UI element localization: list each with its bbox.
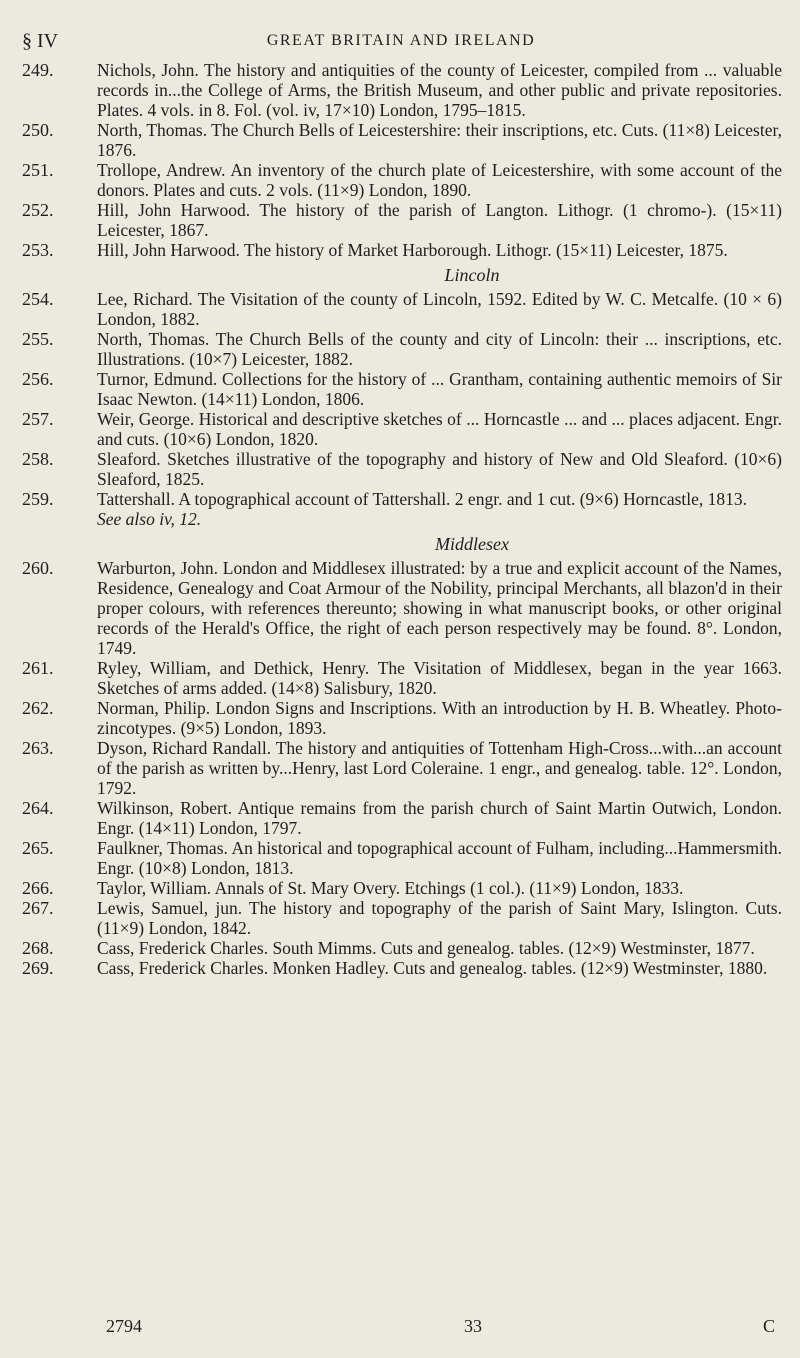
entry-number: 265. (22, 838, 54, 858)
entry-number: 269. (22, 958, 54, 978)
entry-number: 257. (22, 409, 54, 429)
catalogue-entry (22, 409, 782, 449)
entry-text: Hill, John Harwood. The history of the parish of Langton. Lithogr. (1 chromo-). (15×11) Leicester, 1867. (97, 200, 782, 240)
entry-text: Lewis, Samuel, jun. The history and topography of the parish of Saint Mary, Islington. Cuts. (11×9) London, 1842. (97, 898, 782, 938)
entry-number: 262. (22, 698, 54, 718)
entry-text: Cass, Frederick Charles. Monken Hadley. Cuts and genealog. tables. (12×9) Westminster, 1880. (97, 958, 768, 978)
catalogue-entry (22, 898, 782, 938)
catalogue-entry (22, 938, 782, 958)
entry-text: Norman, Philip. London Signs and Inscriptions. With an introduction by H. B. Wheatley. Photo-zincotypes. (9×5) London, 1893. (97, 698, 782, 738)
running-title: GREAT BRITAIN AND IRELAND (266, 32, 536, 49)
entry-number: 250. (22, 120, 54, 140)
entry-text: Ryley, William, and Dethick, Henry. The Visitation of Middlesex, began in the year 1663. Sketches of arms added. (14×8) Salisbury, 1820. (97, 658, 782, 698)
catalogue-entry (22, 369, 782, 409)
catalogue-entry (22, 329, 782, 369)
entry-number: 252. (22, 200, 54, 220)
entry-number: 251. (22, 160, 54, 180)
catalogue-entry (22, 449, 782, 489)
page-footer (0, 1316, 800, 1340)
entry-number: 254. (22, 289, 54, 309)
entry-number: 260. (22, 558, 54, 578)
entry-text: Taylor, William. Annals of St. Mary Overy. Etchings (1 col.). (11×9) London, 1833. (97, 878, 684, 898)
page-number: 33 (464, 1316, 482, 1336)
entry-text: Sleaford. Sketches illustrative of the topography and history of New and Old Sleaford. (10×6) Sleaford, 1825. (97, 449, 782, 489)
entry-text: Warburton, John. London and Middlesex illustrated: by a true and explicit account of the Names, Residence, Genealogy and Coat Armour of the Nobility, principal Merchants, all blazon'd in their proper colours, with references thereunto; showing in what manuscript books, or other original records of the Herald's Office, the right of each person respectively may be found. 8°. London, 1749. (97, 558, 782, 658)
entry-number: 263. (22, 738, 54, 758)
see-also-note: See also iv, 12. (97, 509, 202, 529)
entry-number: 267. (22, 898, 54, 918)
entry-text: Tattershall. A topographical account of Tattershall. 2 engr. and 1 cut. (9×6) Horncastle, 1813. (97, 489, 748, 509)
catalogue-entry (22, 798, 782, 838)
catalogue-entry (22, 658, 782, 698)
catalogue-entry (22, 558, 782, 658)
subheading-middlesex: Middlesex (435, 534, 509, 554)
gathering-mark: C (763, 1316, 776, 1336)
entry-number: 258. (22, 449, 54, 469)
catalogue-entry (22, 160, 782, 200)
entry-text: Hill, John Harwood. The history of Market Harborough. Lithogr. (15×11) Leicester, 1875. (97, 240, 728, 260)
entry-text: Wilkinson, Robert. Antique remains from the parish church of Saint Martin Outwich, London. Engr. (14×11) London, 1797. (97, 798, 782, 838)
catalogue-entry (22, 289, 782, 329)
entry-text: Weir, George. Historical and descriptive sketches of ... Horncastle ... and ... places adjacent. Engr. and cuts. (10×6) London, 1820. (97, 409, 782, 449)
catalogue-entry (22, 240, 782, 260)
catalogue-entry (22, 200, 782, 240)
subheading-lincoln: Lincoln (444, 265, 500, 285)
entry-text: Dyson, Richard Randall. The history and antiquities of Tottenham High-Cross...with...an account of the parish as written by...Henry, last Lord Coleraine. 1 engr., and genealog. table. 12°. London, 1792. (97, 738, 782, 798)
entry-number: 253. (22, 240, 54, 260)
entry-text: Trollope, Andrew. An inventory of the church plate of Leicestershire, with some account of the donors. Plates and cuts. 2 vols. (11×9) London, 1890. (97, 160, 782, 200)
section-label: § IV (22, 30, 59, 52)
entry-number: 266. (22, 878, 54, 898)
catalogue-entry (22, 958, 782, 978)
entry-text: Turnor, Edmund. Collections for the history of ... Grantham, containing authentic memoirs of Sir Isaac Newton. (14×11) London, 1806. (97, 369, 782, 409)
catalogue-entry (22, 698, 782, 738)
entry-number: 249. (22, 60, 54, 80)
entry-text: Cass, Frederick Charles. South Mimms. Cuts and genealog. tables. (12×9) Westminster, 1877. (97, 938, 755, 958)
entry-number: 268. (22, 938, 54, 958)
entry-number: 261. (22, 658, 54, 678)
catalogue-entry (22, 489, 782, 529)
entry-text: North, Thomas. The Church Bells of Leicestershire: their inscriptions, etc. Cuts. (11×8) Leicester, 1876. (97, 120, 782, 160)
entry-text: Lee, Richard. The Visitation of the county of Lincoln, 1592. Edited by W. C. Metcalfe. (10 × 6) London, 1882. (97, 289, 782, 329)
entry-list (22, 60, 782, 978)
entry-text: Nichols, John. The history and antiquities of the county of Leicester, compiled from ... valuable records in...the College of Arms, the British Museum, and other public and private repositories. Plates. 4 vols. in 8. Fol. (vol. iv, 17×10) London, 1795–1815. (97, 60, 782, 120)
entry-number: 264. (22, 798, 54, 818)
catalogue-entry (22, 838, 782, 878)
entry-text: North, Thomas. The Church Bells of the county and city of Lincoln: their ... inscriptions, etc. Illustrations. (10×7) Leicester, 1882. (97, 329, 782, 369)
catalogue-entry (22, 60, 782, 120)
entry-text: Faulkner, Thomas. An historical and topographical account of Fulham, including...Hammersmith. Engr. (10×8) London, 1813. (97, 838, 782, 878)
entry-number: 255. (22, 329, 54, 349)
catalogue-entry (22, 120, 782, 160)
entry-number: 259. (22, 489, 54, 509)
entry-number: 256. (22, 369, 54, 389)
page-header (22, 12, 780, 52)
signature-number: 2794 (106, 1316, 142, 1336)
catalogue-entry (22, 878, 782, 898)
catalogue-entry (22, 738, 782, 798)
